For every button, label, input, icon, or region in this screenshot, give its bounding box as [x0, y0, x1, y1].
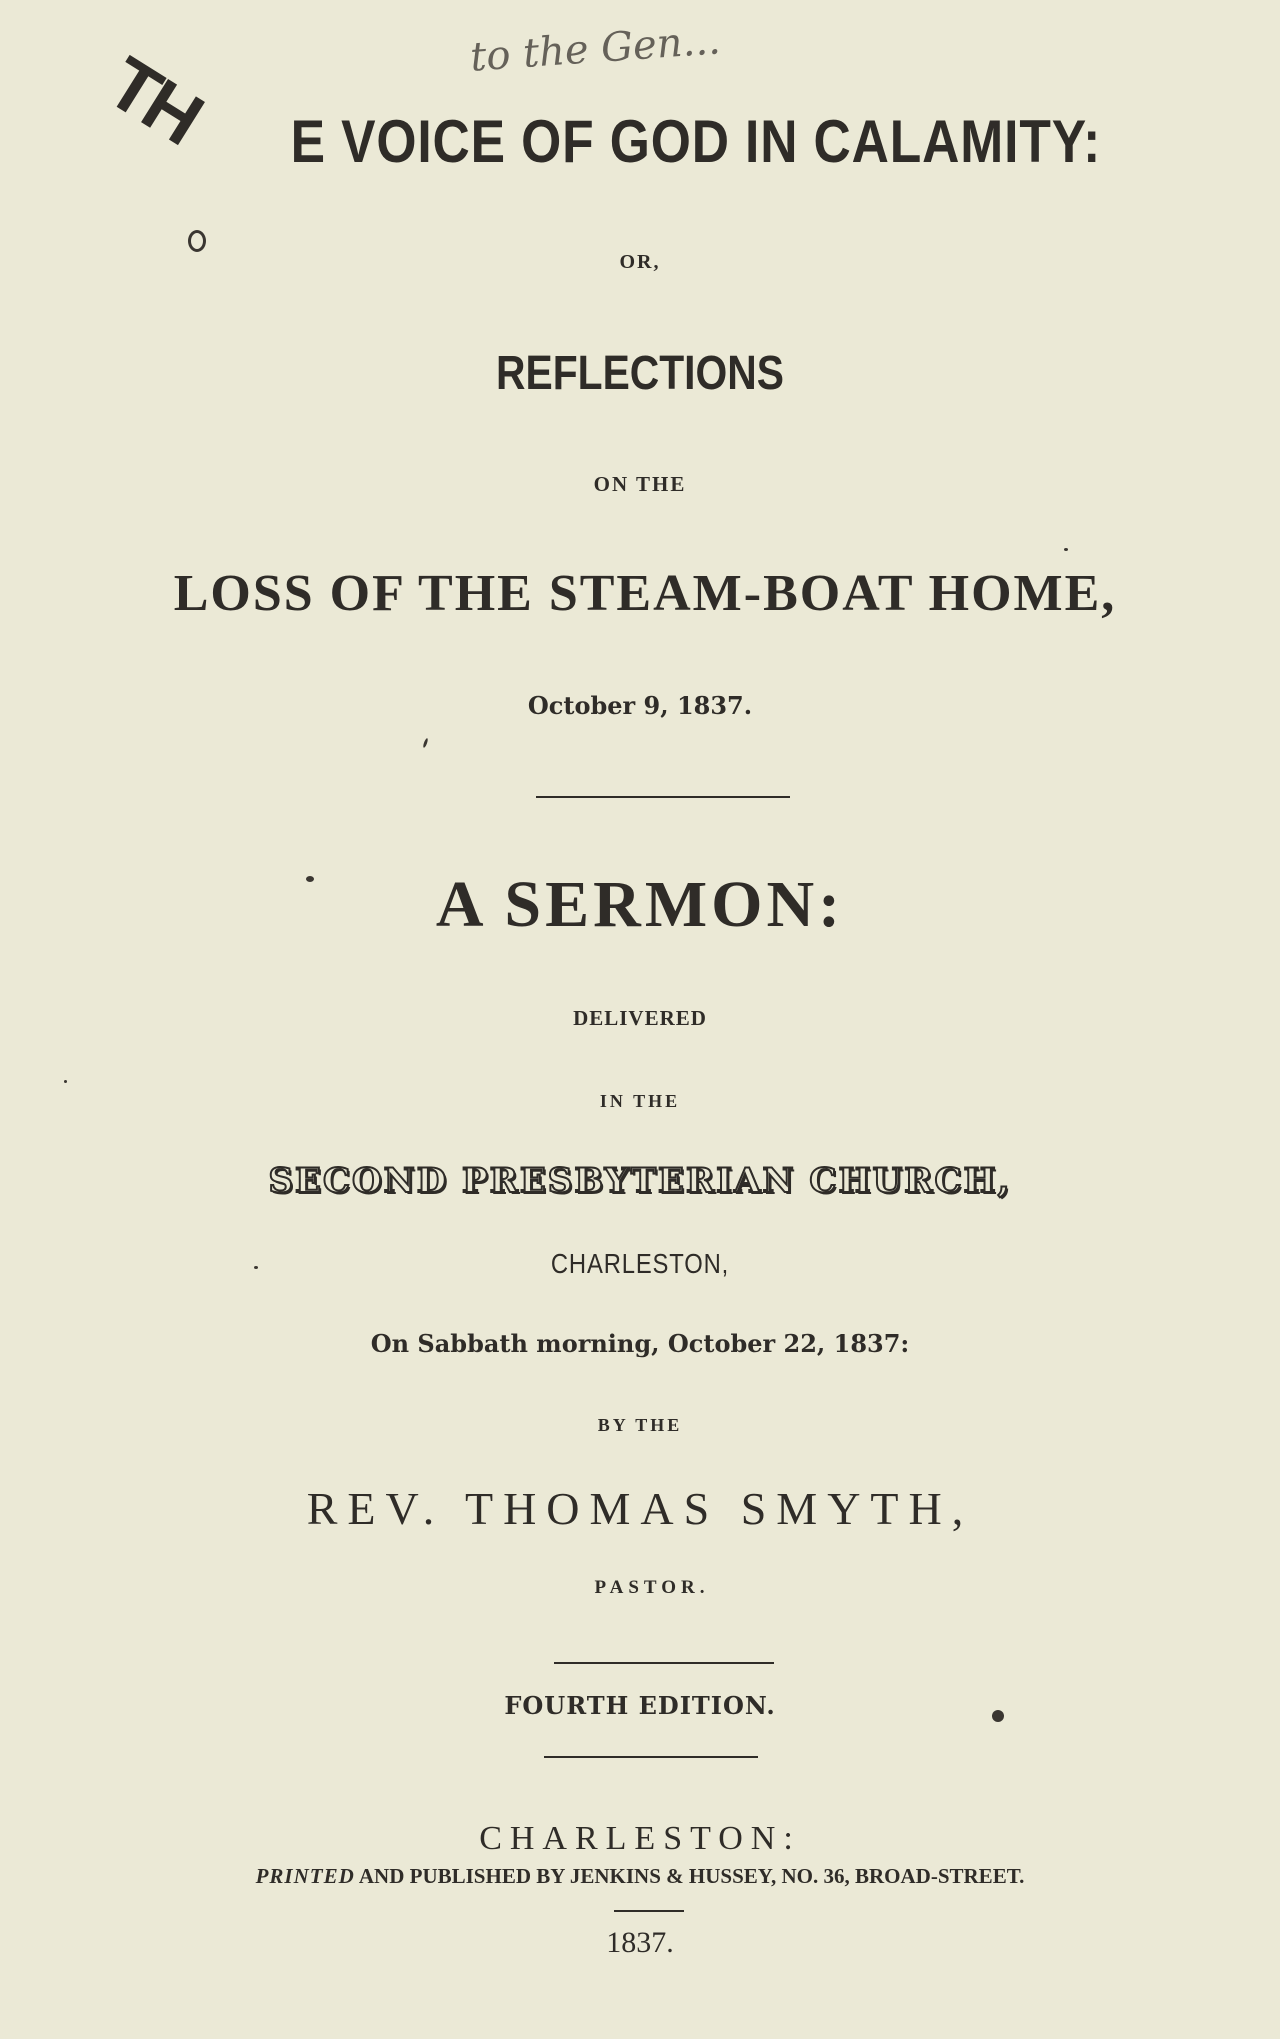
pastor-label: PASTOR. — [594, 1577, 710, 1598]
city-charleston: CHARLESTON, — [550, 1248, 730, 1279]
subtitle-loss-of-steam-boat: LOSS OF THE STEAM-BOAT HOME, — [173, 565, 1117, 622]
subtitle-reflections: REFLECTIONS — [496, 347, 784, 400]
by-the-label: BY THE — [597, 1415, 683, 1435]
imprint-printed: PRINTED — [255, 1864, 355, 1888]
on-the-label: ON THE — [593, 472, 687, 496]
ink-speck — [64, 1080, 67, 1083]
sabbath-date: On Sabbath morning, October 22, 1837: — [370, 1329, 910, 1358]
or-conjunction: OR, — [619, 251, 661, 273]
church-name: SECOND PRESBYTERIAN CHURCH, — [268, 1161, 1012, 1201]
divider-rule — [544, 1756, 758, 1758]
ink-speck — [1064, 548, 1068, 551]
loss-date: October 9, 1837. — [527, 691, 753, 720]
handwritten-annotation: to the Gen... — [468, 17, 722, 81]
in-the-label: IN THE — [599, 1091, 681, 1111]
delivered-label: DELIVERED — [573, 1006, 707, 1030]
imprint-year: 1837. — [606, 1926, 674, 1959]
title-initial-letters: TH — [93, 40, 215, 160]
edition-label: FOURTH EDITION. — [504, 1691, 776, 1720]
ink-speck — [422, 738, 428, 748]
divider-rule — [554, 1662, 774, 1664]
page-title: E VOICE OF GOD IN CALAMITY: — [290, 108, 1102, 175]
imprint-publisher-line — [0, 1866, 1280, 1887]
sermon-heading: A SERMON: — [435, 868, 845, 941]
imprint-city: CHARLESTON: — [479, 1820, 801, 1857]
imprint-publisher: AND PUBLISHED BY JENKINS & HUSSEY, NO. 36, BROAD-STREET. — [358, 1864, 1025, 1888]
author-name: REV. THOMAS SMYTH, — [306, 1483, 974, 1534]
divider-rule — [614, 1910, 684, 1912]
ink-ring-mark — [188, 230, 206, 252]
divider-rule — [536, 796, 790, 798]
